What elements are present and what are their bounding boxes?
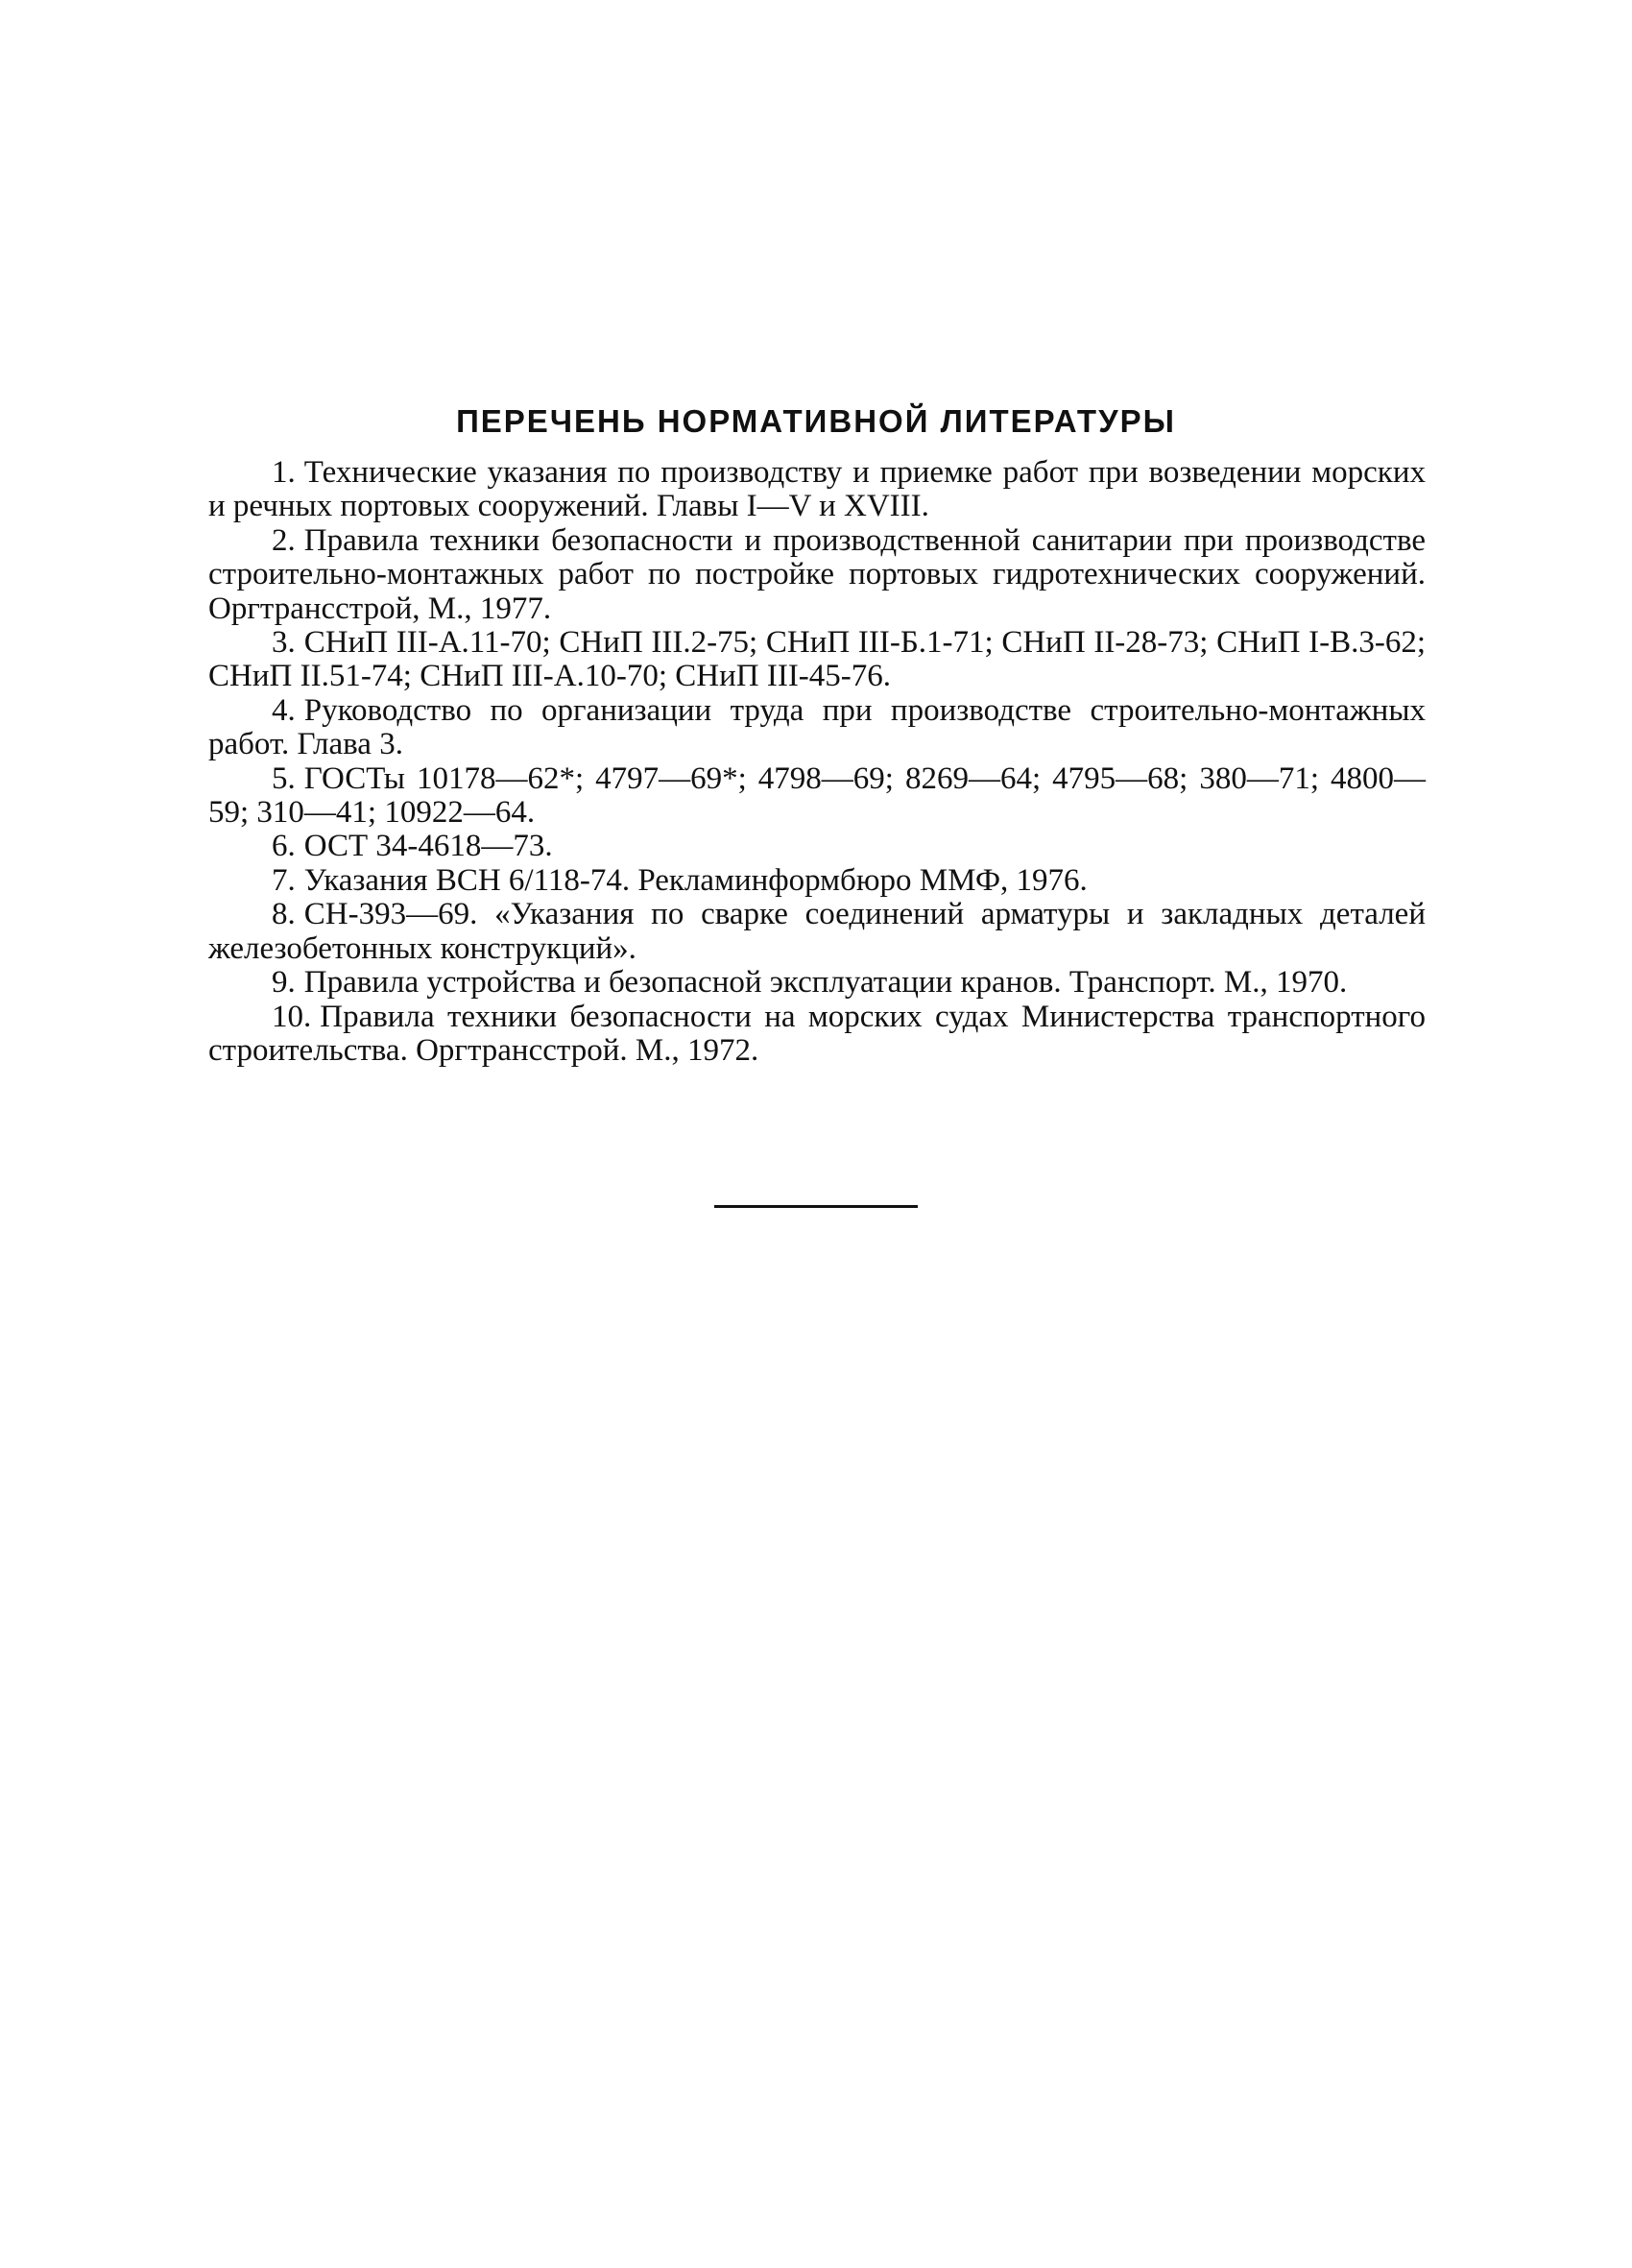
reference-item <box>208 1001 1426 1069</box>
reference-number: 4. <box>272 692 296 728</box>
reference-list <box>208 456 1426 1068</box>
reference-item <box>208 898 1426 966</box>
reference-text: Технические указания по производству и приемке работ при возведении морских и речных портовых сооружений. Главы I—V и XVIII. <box>208 455 1426 524</box>
reference-number: 9. <box>272 965 296 1001</box>
reference-number: 3. <box>272 625 296 661</box>
reference-text: ОСТ 34-4618—73. <box>303 829 553 864</box>
reference-item <box>208 456 1426 524</box>
end-divider <box>714 1205 918 1208</box>
reference-item <box>208 762 1426 831</box>
reference-text: Правила техники безопасности на морских судах Министерства транспортного строительства. Оргтрансстрой. М., 1972. <box>208 999 1426 1068</box>
reference-number: 10. <box>272 999 312 1034</box>
reference-text: СН-393—69. «Указания по сварке соединений арматуры и закладных деталей железобетонных конструкций». <box>208 897 1426 966</box>
reference-item <box>208 524 1426 626</box>
reference-item <box>208 626 1426 694</box>
reference-number: 2. <box>272 522 296 558</box>
reference-number: 1. <box>272 455 296 490</box>
reference-text: Руководство по организации труда при производстве строительно-монтажных работ. Глава 3. <box>208 692 1426 762</box>
page-title: ПЕРЕЧЕНЬ НОРМАТИВНОЙ ЛИТЕРАТУРЫ <box>456 403 1176 439</box>
reference-item <box>208 966 1426 1000</box>
reference-number: 6. <box>272 829 296 864</box>
reference-text: Правила устройства и безопасной эксплуатации кранов. Транспорт. М., 1970. <box>303 965 1348 1001</box>
reference-text: Правила техники безопасности и производственной санитарии при производстве строительно-монтажных работ по постройке портовых гидротехнических сооружений. Оргтрансстрой, М., 1977. <box>208 522 1426 626</box>
reference-text: ГОСТы 10178—62*; 4797—69*; 4798—69; 8269—64; 4795—68; 380—71; 4800—59; 310—41; 10922—64. <box>208 760 1426 831</box>
reference-item <box>208 694 1426 762</box>
reference-number: 5. <box>272 760 296 796</box>
reference-number: 8. <box>272 897 296 932</box>
reference-item <box>208 830 1426 863</box>
reference-text: Указания ВСН 6/118-74. Рекламинформбюро ММФ, 1976. <box>303 862 1088 898</box>
reference-item <box>208 864 1426 898</box>
reference-number: 7. <box>272 862 296 898</box>
reference-text: СНиП III-А.11-70; СНиП III.2-75; СНиП III-Б.1-71; СНиП II-28-73; СНиП I-В.3-62; СНиП II.51-74; СНиП III-А.10-70; СНиП III-45-76. <box>208 625 1426 694</box>
